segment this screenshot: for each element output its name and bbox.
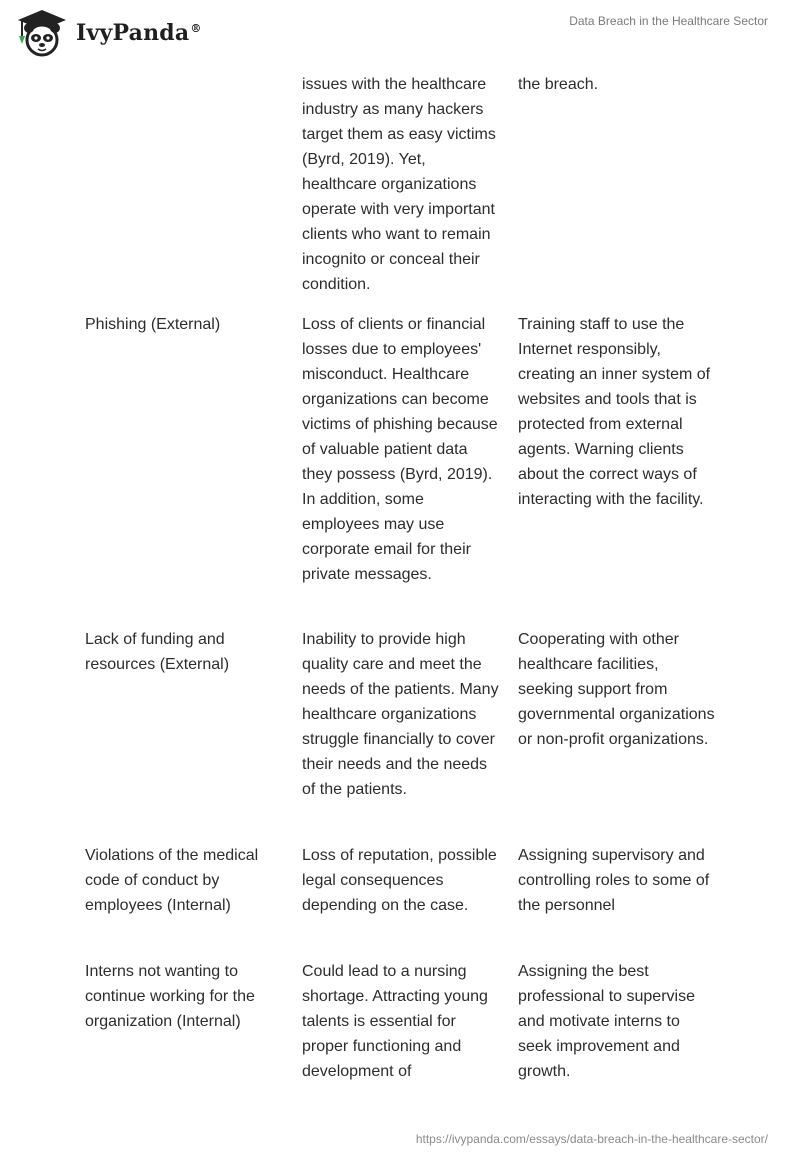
mitigation-cell: the breach. <box>518 76 599 93</box>
brand-name: IvyPanda® <box>76 20 202 46</box>
page-title: Data Breach in the Healthcare Sector <box>569 14 768 28</box>
mitigation-cell: Training staff to use the Internet responsibly, creating an inner system of websites and tools that is protected from external agents. Warning clients about the correct ways of interacting with the facility. <box>518 316 711 508</box>
impact-cell: Loss of reputation, possible legal consequences depending on the case. <box>302 847 497 914</box>
impact-cell: Loss of clients or financial losses due to employees' misconduct. Healthcare organizations can become victims of phishing because of valuable patient data they possess (Byrd, 2019). In addition, some employees may use corporate email for their private messages. <box>302 316 498 583</box>
mitigation-cell: Assigning supervisory and controlling roles to some of the personnel <box>518 847 710 914</box>
risk-cell: Phishing (External) <box>85 316 221 333</box>
page-header <box>0 0 800 70</box>
impact-cell: Could lead to a nursing shortage. Attracting young talents is essential for proper functioning and development of <box>302 963 488 1080</box>
source-url-link[interactable]: https://ivypanda.com/essays/data-breach-in-the-healthcare-sector/ <box>415 1132 768 1146</box>
impact-cell: issues with the healthcare industry as many hackers target them as easy victims (Byrd, 2019). Yet, healthcare organizations operate with very important clients who want to remain incognito or conceal their condition. <box>302 76 496 293</box>
brand-logo[interactable] <box>14 8 202 58</box>
mitigation-cell: Assigning the best professional to supervise and motivate interns to seek improvement and growth. <box>518 963 695 1080</box>
risk-cell: Violations of the medical code of conduct by employees (Internal) <box>85 847 259 914</box>
impact-cell: Inability to provide high quality care and meet the needs of the patients. Many healthcare organizations struggle financially to cover their needs and the needs of the patients. <box>302 631 499 798</box>
mitigation-cell: Cooperating with other healthcare facilities, seeking support from governmental organizations or non-profit organizations. <box>518 631 715 748</box>
panda-icon <box>14 8 70 58</box>
risk-cell: Lack of funding and resources (External) <box>85 631 230 673</box>
risk-cell: Interns not wanting to continue working for the organization (Internal) <box>85 963 255 1030</box>
